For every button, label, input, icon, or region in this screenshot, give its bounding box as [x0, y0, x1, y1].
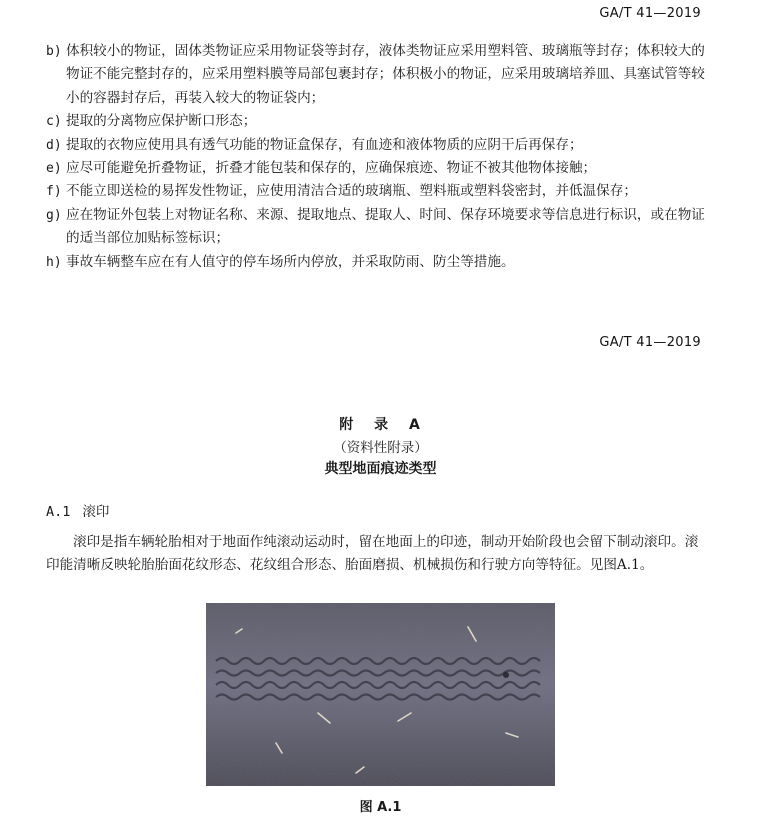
list-item: [46, 204, 706, 251]
list-item-label: c ): [46, 110, 62, 133]
list-item: [46, 40, 706, 110]
section-paragraph: 滚印是指车辆轮胎相对于地面作纯滚动运动时，留在地面上的印迹，制动开始阶段也会留下制动滚印。滚印能清晰反映轮胎胎面花纹形态、花纹组合形态、胎面磨损、机械损伤和行驶方向等特征。见图A.1。: [46, 534, 699, 574]
section-title: 滚印: [82, 504, 110, 520]
list-item-label: b ): [46, 40, 62, 63]
appendix-nature: （资料性附录）: [333, 440, 428, 456]
item-list: [46, 40, 706, 274]
list-item-label: d ): [46, 134, 62, 157]
list-item-text: 体积较小的物证，固体类物证应采用物证袋等封存，液体类物证应采用塑料管、玻璃瓶等封存；体积较大的物证不能完整封存的，应采用塑料膜等局部包裹封存；体积极小的物证，应采用玻璃培养皿、具塞试管等较小的容器封存后，再装入较大的物证袋内；: [66, 43, 705, 106]
list-item-label: e ): [46, 157, 62, 180]
appendix-title: 典型地面痕迹类型: [324, 461, 437, 477]
appendix-label: 附 录 A: [339, 417, 422, 433]
list-item-text: 提取的分离物应保护断口形态；: [66, 113, 257, 130]
section-number: A.1: [46, 504, 71, 520]
list-item: [46, 157, 706, 180]
list-item: [46, 251, 706, 274]
list-item-text: 应尽可能避免折叠物证，折叠才能包装和保存的，应确保痕迹、物证不被其他物体接触；: [66, 160, 597, 177]
list-item: [46, 110, 706, 133]
list-item: [46, 134, 706, 157]
figure-caption: 图 A.1: [359, 800, 402, 815]
figure-photo-rolling-tire-mark: [206, 603, 555, 786]
list-item-text: 事故车辆整车应在有人值守的停车场所内停放，并采取防雨、防尘等措施。: [66, 253, 515, 270]
section-heading: [46, 500, 109, 520]
list-item: [46, 180, 706, 203]
standard-code-header: GA/T 41—2019: [599, 6, 701, 21]
standard-code-header-second: GA/T 41—2019: [599, 335, 701, 350]
list-item-text: 提取的衣物应使用具有透气功能的物证盒保存，有血迹和液体物质的应阴干后再保存；: [66, 136, 583, 153]
list-item-label: g ): [46, 204, 62, 227]
list-item-label: f ): [46, 180, 62, 203]
list-item-text: 应在物证外包装上对物证名称、来源、提取地点、提取人、时间、保存环境要求等信息进行标识，或在物证的适当部位加贴标签标识；: [66, 206, 705, 247]
list-item-label: h ): [46, 251, 62, 274]
list-item-text: 不能立即送检的易挥发性物证，应使用清洁合适的玻璃瓶、塑料瓶或塑料袋密封，并低温保存；: [66, 183, 637, 200]
